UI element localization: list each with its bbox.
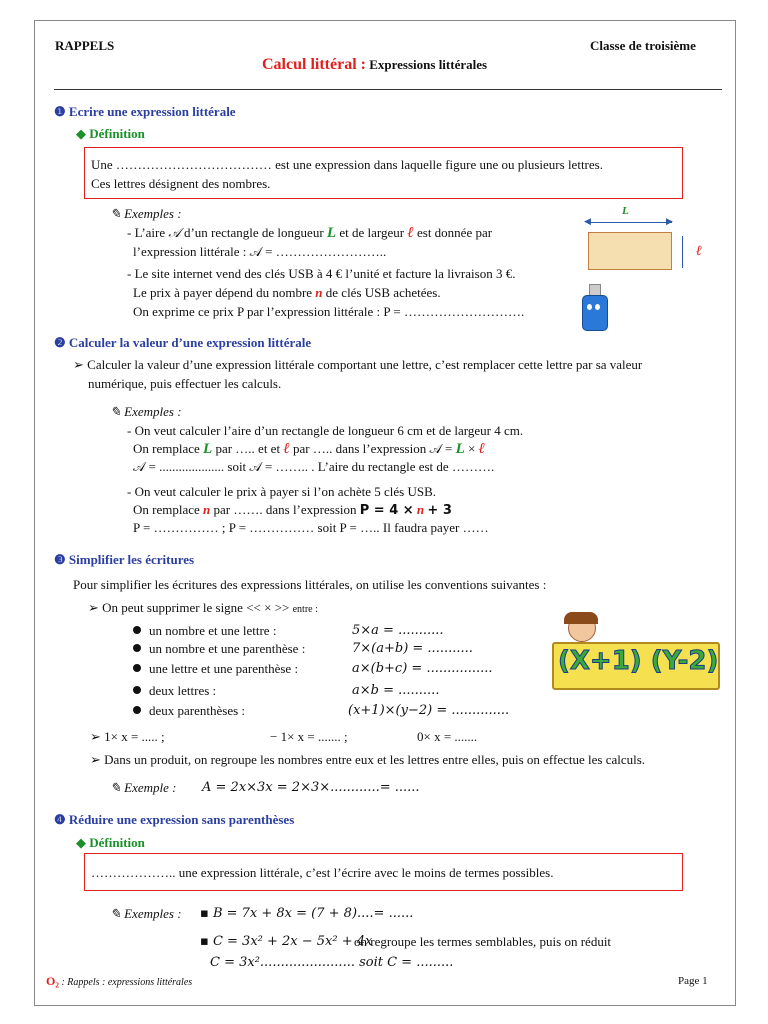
examples-label-2: ✎ Exemples : bbox=[110, 404, 182, 419]
section-1-definition-heading: ◆ Définition bbox=[76, 126, 145, 141]
s1-ex2-line1: - Le site internet vend des clés USB à 4 € l’unité et facture la livraison 3 €. bbox=[127, 266, 516, 281]
width-arrow bbox=[682, 236, 683, 268]
footer bbox=[46, 974, 192, 989]
s1-ex1-line1: - L’aire 𝒜 d’un rectangle de longueur L et de largeur ℓ est donnée par bbox=[127, 225, 493, 241]
s3-item-1: un nombre et une lettre : bbox=[133, 623, 276, 639]
s4-ex2-result: C = 3x²....................... soit C = ......... bbox=[210, 955, 454, 970]
arrow-right-icon: ▶ bbox=[666, 216, 673, 226]
header-left: RAPPELS bbox=[55, 38, 115, 53]
section-4-definition-heading: ◆ Définition bbox=[76, 835, 145, 850]
section-2-heading: ❷ Calculer la valeur d’une expression littérale bbox=[54, 335, 312, 350]
cartoon-boy-illustration bbox=[548, 612, 724, 700]
s2-ex2-line2: On remplace n par ……. dans l’expression P = 4 × n + 3 bbox=[133, 502, 452, 518]
s3-rule-b-2: − 1× x = ....... ; bbox=[270, 729, 348, 744]
s4-ex2-note: on regroupe les termes semblables, puis on réduit bbox=[354, 934, 612, 949]
s3-rule-c: ➢ Dans un produit, on regroupe les nombres entre eux et les lettres entre elles, puis on effectue les calculs. bbox=[90, 752, 646, 767]
s3-item-2: un nombre et une parenthèse : bbox=[133, 641, 305, 657]
s3-item-5: deux parenthèses : bbox=[133, 703, 245, 719]
page-number: Page 1 bbox=[678, 975, 708, 987]
examples-label-1: ✎ Exemples : bbox=[110, 206, 182, 221]
length-arrow bbox=[588, 222, 672, 223]
s3-item-5-expr: (x+1)×(y−2) = .............. bbox=[348, 703, 510, 718]
arrow-left-icon: ◀ bbox=[584, 216, 591, 226]
rectangle-width-label: ℓ bbox=[696, 244, 702, 259]
section-1-heading: ❶ Ecrire une expression littérale bbox=[54, 104, 236, 119]
example-label-3: ✎ Exemple : bbox=[110, 780, 177, 795]
footer-code: O₂ bbox=[46, 974, 59, 988]
header-right: Classe de troisième bbox=[590, 38, 696, 53]
definition-1-line2: Ces lettres désignent des nombres. bbox=[91, 176, 271, 191]
s2-ex1-line2: On remplace L par ….. et et ℓ par ….. dans l’expression 𝒜 = L × ℓ bbox=[133, 441, 486, 457]
s2-rule-line1: ➢ Calculer la valeur d’une expression littérale comportant une lettre, c’est remplacer cette lettre par sa valeur bbox=[73, 357, 643, 372]
s3-item-4-expr: a×b = .......... bbox=[352, 683, 440, 698]
rectangle-figure bbox=[584, 200, 724, 280]
sign-text: (X+1) (Y-2) bbox=[558, 646, 719, 676]
s3-item-2-expr: 7×(a+b) = ........... bbox=[352, 641, 473, 656]
s1-ex2-line3: On exprime ce prix P par l’expression littérale : P = ………………………. bbox=[133, 304, 525, 319]
s2-rule-line2: numérique, puis effectuer les calculs. bbox=[88, 376, 282, 391]
section-3-heading: ❸ Simplifier les écritures bbox=[54, 552, 195, 567]
examples-label-4: ✎ Exemples : bbox=[110, 906, 182, 921]
section-4-heading: ❹ Réduire une expression sans parenthèses bbox=[54, 812, 295, 827]
s3-item-1-expr: 5×a = ........... bbox=[352, 623, 444, 638]
header-divider bbox=[54, 89, 722, 90]
s1-ex2-line2: Le prix à payer dépend du nombre n de clés USB achetées. bbox=[133, 285, 441, 300]
s3-rule-a: ➢ On peut supprimer le signe << × >> entre : bbox=[88, 600, 318, 615]
s3-item-4: deux lettres : bbox=[133, 683, 216, 699]
usb-key-icon bbox=[580, 284, 608, 330]
rectangle-shape bbox=[588, 232, 672, 270]
footer-text: : Rappels : expressions littérales bbox=[61, 977, 193, 988]
pencil-icon: ✎ bbox=[110, 206, 125, 221]
boy-hair bbox=[564, 612, 598, 624]
s2-ex1-line3: 𝒜 = .................... soit 𝒜 = …….. . L’aire du rectangle est de ………. bbox=[133, 459, 495, 474]
definition-1-line1: Une ……………………………… est une expression dans laquelle figure une ou plusieurs lettres. bbox=[91, 157, 603, 172]
s3-example-expr: A = 2x×3x = 2×3×............= ...... bbox=[202, 780, 420, 795]
pencil-icon: ✎ bbox=[110, 404, 125, 419]
title-main: Calcul littéral : bbox=[262, 56, 366, 73]
s1-ex1-line2: l’expression littérale : 𝒜 = …………………….. bbox=[133, 244, 387, 259]
s2-ex1-line1: - On veut calculer l’aire d’un rectangle de longueur 6 cm et de largeur 4 cm. bbox=[127, 423, 524, 438]
s4-ex1: ▪ B = 7x + 8x = (7 + 8)....= ...... bbox=[200, 906, 414, 921]
pencil-icon: ✎ bbox=[110, 780, 125, 795]
pencil-icon: ✎ bbox=[110, 906, 125, 921]
definition-4-line: ……………….. une expression littérale, c’est l’écrire avec le moins de termes possibles. bbox=[91, 865, 554, 880]
rectangle-length-label: L bbox=[622, 205, 629, 217]
title-sub: Expressions littérales bbox=[369, 57, 488, 72]
s3-item-3-expr: a×(b+c) = ................ bbox=[352, 661, 493, 676]
s4-ex2-expr: ▪ C = 3x² + 2x − 5x² + 4x bbox=[200, 934, 373, 949]
s3-rule-b-1: ➢ 1× x = ..... ; bbox=[90, 729, 165, 744]
s2-ex2-line3: P = …………… ; P = …………… soit P = ….. Il faudra payer …… bbox=[133, 520, 489, 535]
s3-rule-b-3: 0× x = ....... bbox=[417, 729, 478, 744]
s2-ex2-line1: - On veut calculer le prix à payer si l’on achète 5 clés USB. bbox=[127, 484, 436, 499]
page-title bbox=[262, 56, 487, 74]
s3-intro: Pour simplifier les écritures des expressions littérales, on utilise les conventions suivantes : bbox=[73, 577, 547, 592]
s3-item-3: une lettre et une parenthèse : bbox=[133, 661, 298, 677]
